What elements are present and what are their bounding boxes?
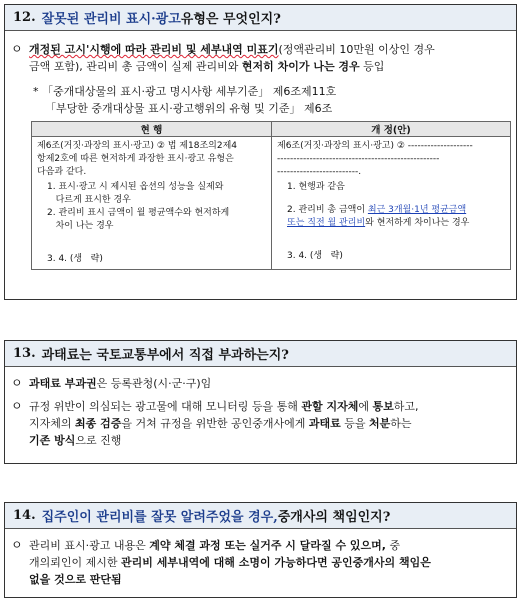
- current-item: 차이 나는 경우: [47, 221, 114, 231]
- q13-p2-bold: 최종 검증: [75, 417, 122, 430]
- q13-p2-text: 에: [358, 400, 373, 413]
- q13-p2-bold: 처분: [369, 417, 391, 430]
- q13-p1-rest: 은 등록관청(시·군·구)임: [96, 377, 212, 390]
- question-12-box: [4, 4, 517, 300]
- q14-bold: 관리비 세부내역에 대해 소명이 가능하다면 공인중개사의 책임은: [121, 556, 431, 569]
- column-header-revised: 개 정(안): [272, 122, 511, 137]
- q14-text: 관리비 표시·광고 내용은: [29, 539, 150, 552]
- q14-text: 중: [385, 539, 401, 552]
- question-13-header: [5, 341, 516, 367]
- revised-tail: 3. 4. (생 략): [287, 251, 343, 261]
- revised-line: -------------------------.: [277, 167, 362, 177]
- question-12-title-rest: 유형은 무엇인지?: [180, 12, 281, 27]
- question-12-number: 12.: [13, 10, 36, 25]
- revised-line: 제6조(거짓·과장의 표시·광고) ② --------------------: [277, 141, 473, 151]
- bullet-icon: ㅇ: [11, 399, 23, 413]
- q13-p2-text: 하고,: [393, 400, 419, 413]
- q12-line2-a: 금액 포함), 관리비 총 금액이 실제 관리비와: [29, 60, 242, 73]
- question-14-title-rest: 중개사의 책임인지?: [277, 510, 391, 525]
- current-cell: [32, 137, 272, 270]
- current-item: 2. 관리비 표시 금액이 월 평균액수와 현저하게: [47, 208, 230, 218]
- revised-item-1: 1. 현행과 같음: [287, 182, 345, 192]
- question-13-box: [4, 340, 517, 464]
- bullet-icon: ㅇ: [11, 538, 23, 552]
- current-line: 항제2호에 따른 현저하게 과장한 표시·광고 유형은: [37, 154, 234, 164]
- column-header-current: 현 행: [32, 122, 272, 137]
- q13-p2-bold: 관할 지자체: [301, 400, 359, 413]
- q12-line1-bold: 개정된 고시'시행에 따라 관리비 및 세부내역 미표기: [29, 43, 279, 56]
- bullet-icon: ㅇ: [11, 376, 23, 390]
- question-13-answer-2: [5, 398, 516, 449]
- question-12-answer: [5, 41, 516, 75]
- q12-line2-bold: 현저히 차이가 나는 경우: [241, 60, 360, 73]
- q12-reference-2: 「부당한 중개대상물 표시·광고행위의 유형 및 기준」 제6조: [45, 102, 333, 115]
- current-line: 제6조(거짓·과장의 표시·광고) ② 법 제18조의2제4: [37, 141, 237, 151]
- question-13-answer-1: [5, 375, 516, 392]
- revised-item-2-link-1: 최근 3개월·1년 평균금액: [367, 205, 467, 215]
- q13-p2-text: 지자체의: [29, 417, 76, 430]
- current-item: 1. 표시·광고 시 제시된 옵션의 성능을 실제와: [47, 182, 224, 192]
- revised-item-2: [277, 204, 505, 230]
- q13-p2-bold: 과태료: [308, 417, 341, 430]
- current-line: 다음과 같다.: [37, 167, 87, 177]
- q13-p2-text: 하는: [390, 417, 412, 430]
- question-14-answer: [5, 537, 516, 588]
- revised-line: --------------------------------------------------: [277, 154, 440, 164]
- question-14-box: [4, 502, 517, 598]
- q12-reference-1: * 「중개대상물의 표시·광고 명시사항 세부기준」 제6조제11호: [33, 85, 337, 98]
- question-12-header: [5, 5, 516, 31]
- q13-p2-text: 규정 위반이 의심되는 광고물에 대해 모니터링 등을 통해: [29, 400, 302, 413]
- q14-text: 개의뢰인이 제시한: [29, 556, 122, 569]
- revised-cell: [272, 137, 511, 270]
- q13-p2-text: 으로 진행: [75, 434, 122, 447]
- question-13-number: 13.: [13, 346, 36, 361]
- revised-item-2-link-2: 또는 직전 월 관리비: [287, 218, 366, 228]
- question-12-title-highlight: 잘못된 관리비 표시·광고: [41, 12, 181, 27]
- q14-bold: 없을 것으로 판단됨: [29, 573, 122, 586]
- q12-line1-rest: (정액관리비 10만원 이상인 경우: [278, 43, 435, 56]
- bullet-icon: ㅇ: [11, 42, 23, 56]
- question-13-title: 과태료는 국토교통부에서 직접 부과하는지?: [41, 348, 289, 363]
- q13-p2-bold: 기존 방식: [29, 434, 76, 447]
- q12-line2-b: 등입: [359, 60, 385, 73]
- revised-item-2-text: 2. 관리비 총 금액이: [287, 205, 368, 215]
- q13-p1-bold: 과태료 부과권: [29, 377, 97, 390]
- question-14-number: 14.: [13, 508, 36, 523]
- question-14-title-highlight: 집주인이 관리비를 잘못 알려주었을 경우,: [41, 510, 278, 525]
- current-item: 다르게 표시한 경우: [47, 195, 131, 205]
- revised-item-2-rest: 와 현저하게 차이나는 경우: [365, 218, 470, 228]
- question-14-header: [5, 503, 516, 529]
- q13-p2-bold: 통보: [372, 400, 394, 413]
- q13-p2-text: 등을: [340, 417, 369, 430]
- current-tail: 3. 4. (생 략): [47, 254, 103, 264]
- q14-bold: 계약 체결 과정 또는 실거주 시 달라질 수 있으며,: [149, 539, 386, 552]
- q13-p2-text: 을 거쳐 규정을 위반한 공인중개사에게: [121, 417, 309, 430]
- comparison-table: [31, 121, 511, 270]
